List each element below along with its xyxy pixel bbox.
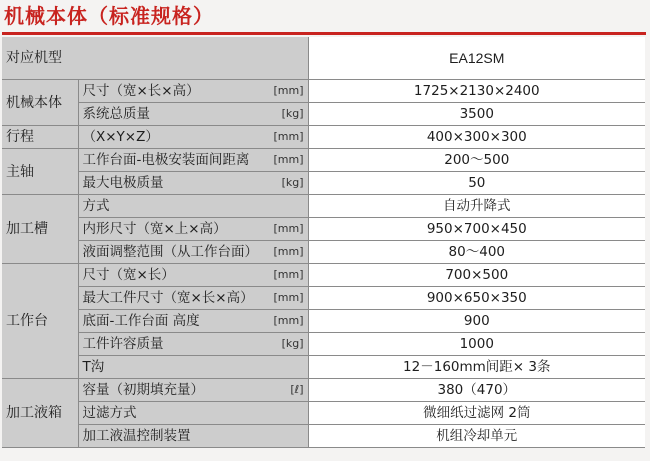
spec-row — [2, 402, 645, 425]
spec-unit — [268, 195, 308, 218]
spec-unit — [268, 425, 308, 448]
spec-item-label: 尺寸（宽×长） — [78, 264, 268, 287]
title-divider — [2, 32, 646, 35]
group-label: 机械本体 — [2, 80, 78, 126]
spec-item-label: （X×Y×Z） — [78, 126, 268, 149]
spec-table — [2, 37, 645, 448]
spec-value: 900 — [308, 310, 645, 333]
spec-row — [2, 126, 645, 149]
spec-item-label: 加工液温控制装置 — [78, 425, 268, 448]
spec-value: 380（470） — [308, 379, 645, 402]
spec-unit: [mm] — [268, 287, 308, 310]
spec-item-label: 容量（初期填充量） — [78, 379, 268, 402]
spec-value: 1725×2130×2400 — [308, 80, 645, 103]
spec-unit: [ℓ] — [268, 379, 308, 402]
model-value: EA12SM — [308, 37, 645, 80]
spec-row — [2, 425, 645, 448]
spec-item-label: 内形尺寸（宽×上×高） — [78, 218, 268, 241]
spec-item-label: 最大工件尺寸（宽×长×高） — [78, 287, 268, 310]
spec-unit: [kg] — [268, 103, 308, 126]
spec-unit: [mm] — [268, 80, 308, 103]
spec-item-label: 最大电极质量 — [78, 172, 268, 195]
spec-row — [2, 195, 645, 218]
spec-value: 900×650×350 — [308, 287, 645, 310]
spec-row — [2, 103, 645, 126]
spec-row — [2, 310, 645, 333]
spec-item-label: 系统总质量 — [78, 103, 268, 126]
spec-value: 200～500 — [308, 149, 645, 172]
spec-value: 1000 — [308, 333, 645, 356]
spec-row — [2, 379, 645, 402]
spec-unit — [268, 356, 308, 379]
spec-row — [2, 264, 645, 287]
spec-item-label: 工作台面-电极安装面间距离 — [78, 149, 268, 172]
spec-value: 微细纸过滤网 2筒 — [308, 402, 645, 425]
spec-row — [2, 218, 645, 241]
spec-value: 700×500 — [308, 264, 645, 287]
spec-item-label: T沟 — [78, 356, 268, 379]
spec-unit: [mm] — [268, 126, 308, 149]
spec-row — [2, 287, 645, 310]
spec-value: 400×300×300 — [308, 126, 645, 149]
spec-item-label: 尺寸（宽×长×高） — [78, 80, 268, 103]
spec-unit — [268, 402, 308, 425]
spec-item-label: 液面调整范围（从工作台面） — [78, 241, 268, 264]
spec-unit: [kg] — [268, 172, 308, 195]
spec-row — [2, 333, 645, 356]
group-label: 加工槽 — [2, 195, 78, 264]
model-row — [2, 37, 645, 80]
spec-row — [2, 172, 645, 195]
group-label: 行程 — [2, 126, 78, 149]
group-label: 主轴 — [2, 149, 78, 195]
spec-value: 机组冷却单元 — [308, 425, 645, 448]
spec-item-label: 方式 — [78, 195, 268, 218]
spec-unit: [mm] — [268, 310, 308, 333]
spec-item-label: 工件许容质量 — [78, 333, 268, 356]
model-label: 对应机型 — [2, 37, 308, 80]
spec-value: 950×700×450 — [308, 218, 645, 241]
spec-item-label: 过滤方式 — [78, 402, 268, 425]
spec-item-label: 底面-工作台面 高度 — [78, 310, 268, 333]
spec-value: 12－160mm间距× 3条 — [308, 356, 645, 379]
group-label: 工作台 — [2, 264, 78, 379]
spec-value: 80～400 — [308, 241, 645, 264]
spec-row — [2, 149, 645, 172]
spec-unit: [mm] — [268, 149, 308, 172]
page-title: 机械本体（标准规格） — [4, 4, 214, 28]
spec-value: 50 — [308, 172, 645, 195]
spec-row — [2, 356, 645, 379]
group-label: 加工液箱 — [2, 379, 78, 448]
spec-unit: [kg] — [268, 333, 308, 356]
spec-value: 自动升降式 — [308, 195, 645, 218]
spec-row — [2, 241, 645, 264]
spec-unit: [mm] — [268, 241, 308, 264]
spec-unit: [mm] — [268, 218, 308, 241]
spec-row — [2, 80, 645, 103]
spec-value: 3500 — [308, 103, 645, 126]
spec-unit: [mm] — [268, 264, 308, 287]
